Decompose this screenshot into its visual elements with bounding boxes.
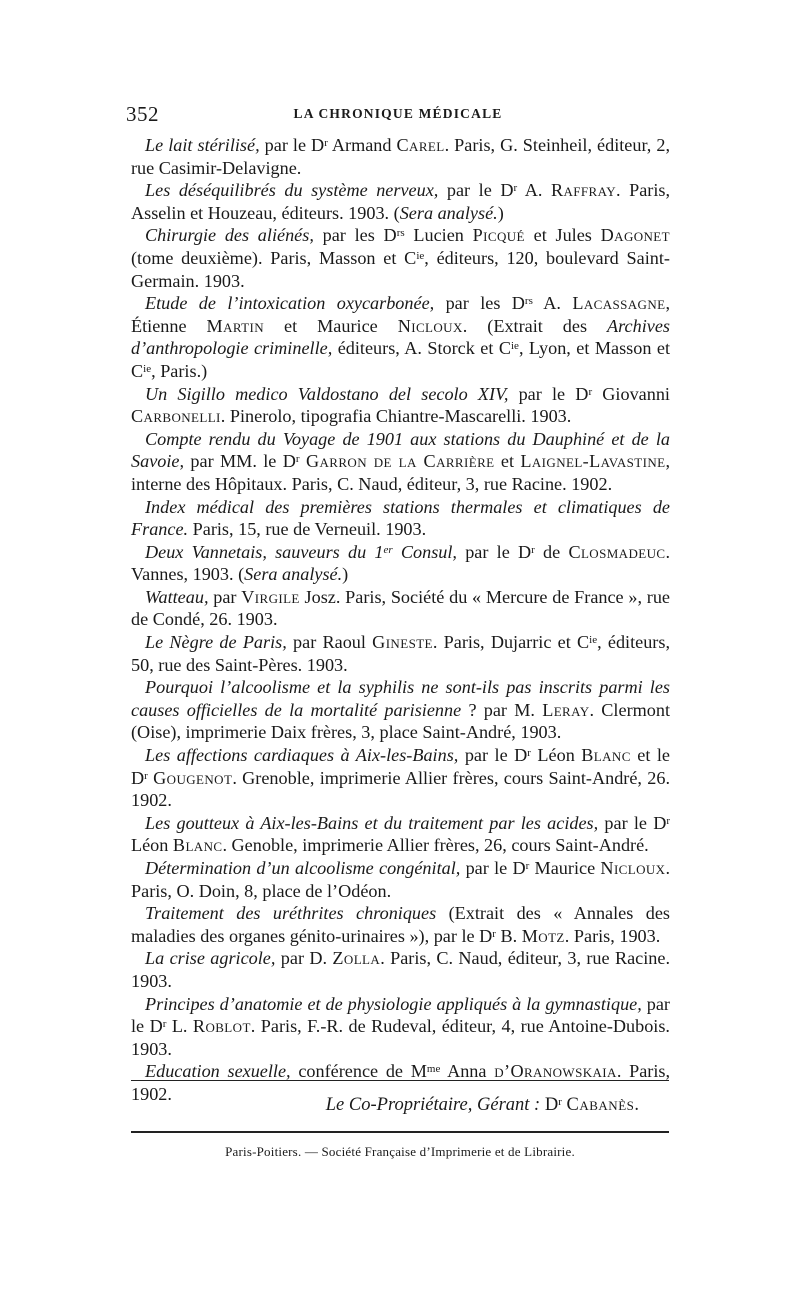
entry-superscript: ie <box>416 249 425 262</box>
entry-title: Les goutteux à Aix-les-Bains et du traitement par les acides, <box>145 812 599 833</box>
entry-superscript: r <box>531 543 535 556</box>
entry-title-end: Consul, <box>392 541 457 562</box>
entry-text: , Paris.) <box>151 360 208 381</box>
author-name: Lacassagne <box>572 293 666 314</box>
entry-title: Compte rendu du Voyage de 1901 aux stations du Dauphiné et de la Savoie, <box>131 428 670 472</box>
author-name: Nicloux <box>600 858 666 878</box>
entry-text: par le D <box>438 180 514 201</box>
author-name: Picqué <box>472 225 525 246</box>
entry-title: Pourquoi l’alcoolisme et la syphilis ne sont-ils pas inscrits parmi les causes officielles de la mortalité parisienne <box>131 677 670 720</box>
bibliography-entry <box>131 292 670 382</box>
title-superscript: er <box>383 543 393 556</box>
bibliography-entry <box>131 586 670 631</box>
entry-text: Paris, 15, rue de Verneuil. 1903. <box>188 519 427 540</box>
entry-text: Armand <box>327 135 397 155</box>
entry-title: Deux Vannetais, sauveurs du 1 <box>145 541 384 562</box>
entry-text: Lucien <box>404 225 473 246</box>
bibliography-entry <box>131 631 670 676</box>
entry-superscript: rs <box>396 227 405 240</box>
bibliography-entry <box>131 428 670 496</box>
bibliography-entry <box>131 993 670 1061</box>
entry-title: Watteau, <box>145 586 209 607</box>
entry-text: Léon <box>131 835 173 856</box>
entry-text: éditeurs, A. Storck et C <box>332 338 511 359</box>
running-head: LA CHRONIQUE MÉDICALE <box>293 106 503 121</box>
author-name: Leray <box>542 699 590 720</box>
journal-title: Archives d’anthropologie criminelle, <box>131 315 670 359</box>
entry-text: par le D <box>508 383 589 404</box>
entry-title: Les affections cardiaques à Aix-les-Bains, <box>145 745 459 766</box>
author-name: Gougenot <box>153 767 233 788</box>
entry-text: B. <box>495 925 522 946</box>
entry-text: par MM. le D <box>184 451 296 472</box>
page-header <box>126 102 670 132</box>
divider-rule <box>131 1080 669 1081</box>
bibliography-entry <box>131 179 670 224</box>
gerant-line <box>131 1095 639 1116</box>
entry-text: , Étienne <box>131 293 670 336</box>
entry-text: . Clermont (Oise), imprimerie Daix frères, 3, place Saint-André, 1903. <box>131 699 671 743</box>
entry-text: Giovanni <box>592 383 670 404</box>
entry-text: par le D <box>456 541 532 562</box>
bibliography-entry <box>131 383 670 428</box>
entry-text: . Vannes, 1903. ( <box>131 541 671 585</box>
entry-text: (tome deuxième). Paris, Masson et C <box>131 247 417 268</box>
entry-text: (Extrait des « Annales des maladies des organes génito-urinaires »), par le D <box>131 903 670 946</box>
entry-text: et <box>494 451 521 472</box>
entry-text: ? par M. <box>461 699 543 720</box>
author-name: Virgile <box>241 586 300 607</box>
review-note: Sera analysé. <box>399 202 498 223</box>
entry-text: et Jules <box>524 225 601 246</box>
entry-text: par le D <box>458 745 528 766</box>
entry-text: ) <box>497 202 504 223</box>
entry-text: par les D <box>434 293 525 314</box>
entry-superscript: r <box>324 137 328 149</box>
entry-text: Maurice <box>529 858 601 878</box>
entry-text: A. <box>532 293 573 314</box>
entry-text: . Paris, O. Doin, 8, place de l’Odéon. <box>131 858 670 901</box>
entry-superscript: ie <box>589 634 598 647</box>
bibliography-entry <box>131 676 670 744</box>
entry-title: Le lait stérilisé, <box>145 135 260 155</box>
entry-text: . Paris, Asselin et Houzeau, éditeurs. 1903. ( <box>131 180 671 223</box>
bibliography-entry <box>131 902 670 947</box>
entry-superscript: r <box>144 769 148 782</box>
author-name: Blanc <box>172 835 223 856</box>
entry-text: par les D <box>313 225 397 246</box>
author-name: Nicloux <box>397 315 463 336</box>
entry-text: . Pinerolo, tipografia Chiantre-Mascarelli. 1903. <box>220 406 572 427</box>
bibliography-entry <box>131 812 670 857</box>
entry-superscript: r <box>492 927 496 940</box>
entry-text: , interne des Hôpitaux. Paris, C. Naud, éditeur, 3, rue Racine. 1902. <box>131 451 671 494</box>
entry-text: A. <box>517 180 551 201</box>
entry-superscript: ie <box>510 340 519 353</box>
entry-superscript: r <box>295 453 300 466</box>
entry-text: de <box>534 541 569 562</box>
entry-title: Le Nègre de Paris, <box>145 632 287 653</box>
entry-text: par le D <box>460 858 526 878</box>
entry-superscript: r <box>162 1018 167 1031</box>
entry-text: Anna <box>440 1061 495 1082</box>
entry-text: et Maurice <box>264 315 398 336</box>
author-name: Blanc <box>581 745 631 766</box>
entry-title: La crise agricole, <box>145 948 276 969</box>
author-name: Carel <box>396 135 445 155</box>
entry-text: Léon <box>530 745 582 766</box>
bibliography-entry <box>131 744 670 812</box>
review-note: Sera analysé. <box>244 564 343 585</box>
entry-text: . Paris, F.-R. de Rudeval, éditeur, 4, rue Antoine-Dubois. 1903. <box>131 1016 670 1059</box>
gerant-text: D <box>540 1095 559 1115</box>
entry-text: . (Extrait des <box>462 315 608 336</box>
entry-superscript: r <box>588 385 593 398</box>
bibliography-entry <box>131 496 670 541</box>
entry-text: , Lyon, et Masson et C <box>131 338 670 381</box>
author-name: Laignel-Lavastine <box>520 451 666 472</box>
entry-text: , éditeurs, 50, rue des Saint-Pères. 1903. <box>131 632 670 675</box>
entry-title: Principes d’anatomie et de physiologie appliqués à la gymnastique, <box>145 993 642 1014</box>
entry-superscript: r <box>527 747 531 760</box>
gerant-text: . <box>634 1095 639 1115</box>
entry-superscript: r <box>525 860 530 872</box>
entry-superscript: r <box>513 182 518 195</box>
entry-title: Education sexuelle, <box>145 1061 291 1082</box>
entry-superscript: me <box>426 1063 441 1076</box>
entry-text: . Paris, Dujarric et C <box>432 632 590 653</box>
entry-text: . Paris, 1902. <box>131 1061 671 1104</box>
entry-text: par le D <box>598 812 667 833</box>
entry-text: par le D <box>259 135 325 155</box>
entry-text: ) <box>342 564 349 585</box>
entry-title: Index médical des premières stations thermales et climatiques de France. <box>131 496 670 540</box>
entry-text: par Raoul <box>286 632 373 653</box>
bibliography-entry <box>131 947 670 992</box>
entry-text: par <box>208 586 242 607</box>
entry-text: . Grenoble, imprimerie Allier frères, cours Saint-André, 26. 1902. <box>131 767 671 811</box>
page-number: 352 <box>126 102 159 126</box>
bibliography-entry <box>131 541 670 586</box>
author-name: Motz <box>521 925 565 946</box>
author-name: d’Oranowskaia <box>494 1061 617 1082</box>
entry-text: conférence de M <box>290 1061 427 1082</box>
entry-text: et le D <box>131 745 671 788</box>
entry-text: L. <box>166 1016 193 1037</box>
author-name: Zolla <box>332 948 381 969</box>
author-name: Carbonelli <box>131 406 221 427</box>
bibliography-entry <box>131 224 670 292</box>
gerant-superscript: r <box>558 1096 562 1108</box>
author-name: Dagonet <box>600 225 670 246</box>
entry-title: Chirurgie des aliénés, <box>145 225 314 246</box>
entry-text: . Genoble, imprimerie Allier frères, 26, cours Saint-André. <box>222 835 649 856</box>
entry-text: , éditeurs, 120, boulevard Saint-Germain. 1903. <box>131 247 670 291</box>
entry-title: Etude de l’intoxication oxycarbonée, <box>145 293 435 314</box>
author-name: Martin <box>206 315 265 336</box>
author-name: Raffray <box>550 180 616 201</box>
entry-text: par le D <box>131 993 670 1037</box>
bibliography-entry <box>131 857 670 902</box>
entry-title: Détermination d’un alcoolisme congénital, <box>145 858 461 878</box>
entry-title: Les déséquilibrés du système nerveux, <box>145 180 439 201</box>
gerant-name: Cabanès <box>566 1095 635 1115</box>
author-name: Gineste <box>372 632 433 653</box>
divider-rule <box>131 1131 669 1133</box>
author-name: Roblot <box>192 1016 251 1037</box>
printer-imprint: Paris-Poitiers. — Société Française d’Imprimerie et de Librairie. <box>225 1144 575 1159</box>
author-name: Garron de la Carrière <box>305 451 495 472</box>
bibliography-list <box>131 134 670 1106</box>
author-name: Closmadeuc <box>568 541 666 562</box>
entry-superscript: ie <box>143 362 152 375</box>
entry-superscript: r <box>666 814 671 827</box>
entry-text: par D. <box>275 948 333 969</box>
bibliography-entry <box>131 134 670 179</box>
entry-text: Josz. Paris, Société du « Mercure de France », rue de Condé, 26. 1903. <box>131 586 670 630</box>
entry-text: . Paris, C. Naud, éditeur, 3, rue Racine. 1903. <box>131 948 670 991</box>
entry-superscript: rs <box>524 295 533 308</box>
entry-title: Traitement des uréthrites chroniques <box>145 903 437 924</box>
entry-text: . Paris, 1903. <box>564 925 661 946</box>
gerant-label: Le Co-Propriétaire, Gérant : <box>325 1095 541 1115</box>
entry-text: . Paris, G. Steinheil, éditeur, 2, rue Casimir-Delavigne. <box>131 135 671 178</box>
entry-title: Un Sigillo medico Valdostano del secolo XIV, <box>145 383 509 404</box>
